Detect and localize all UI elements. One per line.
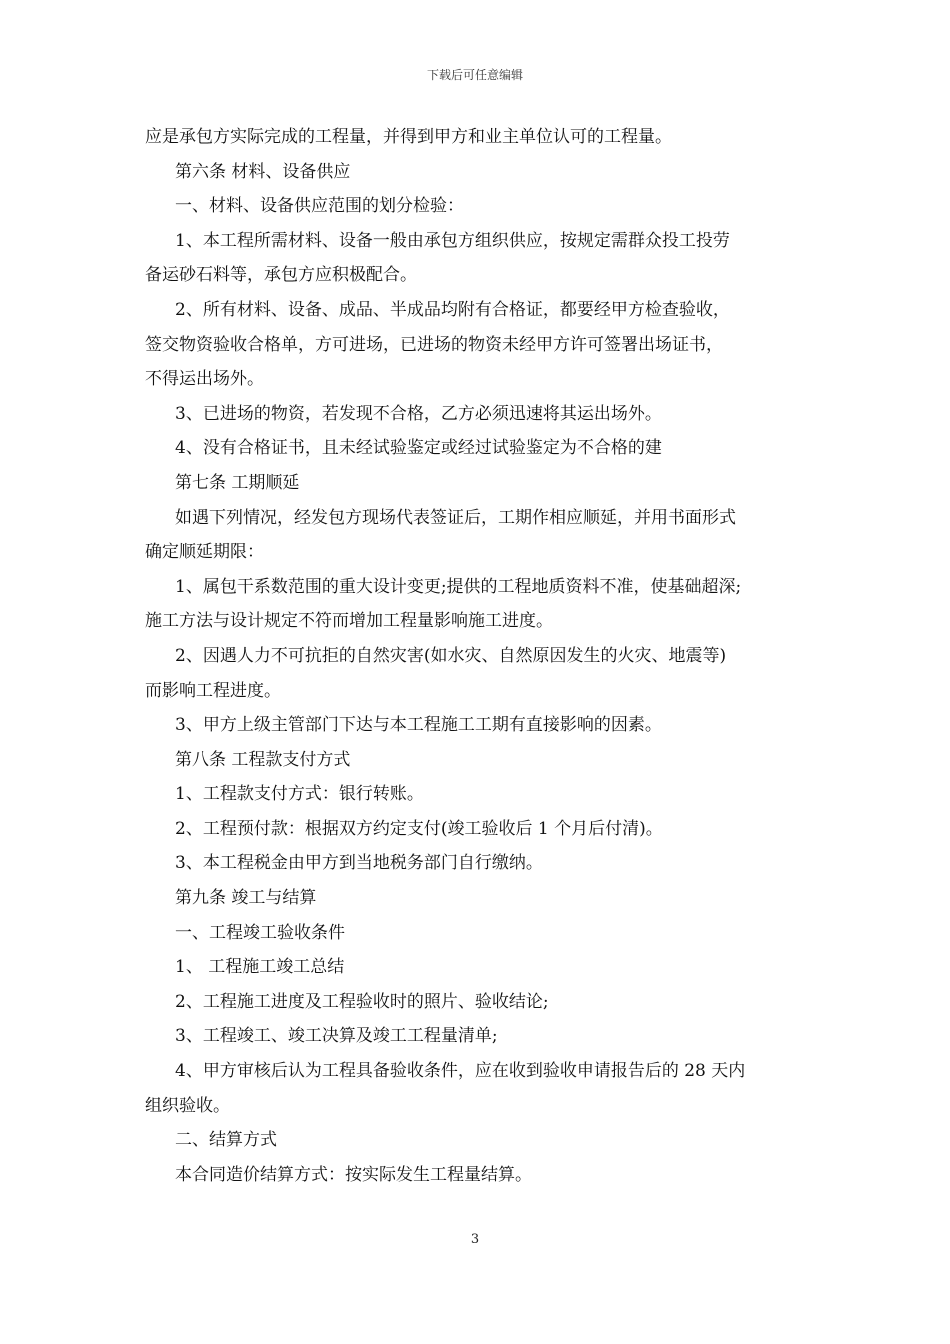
paragraph-line: 1、本工程所需材料、设备一般由承包方组织供应，按规定需群众投工投劳 (175, 230, 730, 251)
paragraph-line: 3、本工程税金由甲方到当地税务部门自行缴纳。 (175, 853, 543, 874)
paragraph-line: 签交物资验收合格单，方可进场，已进场的物资未经甲方许可签署出场证书， (145, 334, 723, 355)
paragraph-line: 2、所有材料、设备、成品、半成品均附有合格证，都要经甲方检查验收， (175, 299, 730, 320)
paragraph-line: 第七条 工期顺延 (175, 472, 300, 493)
paragraph-line: 本合同造价结算方式：按实际发生工程量结算。 (175, 1164, 532, 1185)
paragraph-line: 如遇下列情况，经发包方现场代表签证后，工期作相应顺延，并用书面形式 (175, 507, 736, 528)
paragraph-line: 1、工程款支付方式：银行转账。 (175, 784, 424, 805)
page-header: 下载后可任意编辑 (426, 68, 523, 82)
paragraph-line: 确定顺延期限： (145, 542, 264, 563)
paragraph-line: 3、甲方上级主管部门下达与本工程施工工期有直接影响的因素。 (175, 715, 662, 736)
paragraph-line: 第六条 材料、设备供应 (175, 161, 351, 182)
paragraph-line: 应是承包方实际完成的工程量，并得到甲方和业主单位认可的工程量。 (145, 127, 672, 147)
paragraph-line: 第九条 竣工与结算 (175, 888, 317, 909)
paragraph-line: 一、工程竣工验收条件 (175, 922, 345, 943)
paragraph-line: 4、甲方审核后认为工程具备验收条件，应在收到验收申请报告后的 28 天内 (175, 1061, 746, 1082)
paragraph-line: 不得运出场外。 (145, 369, 264, 390)
page-number: 3 (470, 1232, 480, 1247)
paragraph-line: 2、工程施工进度及工程验收时的照片、验收结论; (175, 991, 549, 1012)
paragraph-line: 4、没有合格证书，且未经试验鉴定或经过试验鉴定为不合格的建 (175, 438, 662, 459)
document-body (145, 120, 809, 1192)
paragraph-line: 3、已进场的物资，若发现不合格，乙方必须迅速将其运出场外。 (175, 403, 662, 424)
paragraph-line: 而影响工程进度。 (145, 680, 281, 701)
paragraph-line: 3、工程竣工、竣工决算及竣工工程量清单; (175, 1026, 498, 1047)
paragraph-line: 组织验收。 (145, 1095, 230, 1116)
paragraph-line: 备运砂石料等，承包方应积极配合。 (145, 265, 417, 286)
paragraph-line: 施工方法与设计规定不符而增加工程量影响施工进度。 (145, 611, 553, 632)
paragraph-line: 1、属包干系数范围的重大设计变更;提供的工程地质资料不准，使基础超深; (175, 576, 742, 597)
paragraph-line: 二、结算方式 (175, 1130, 277, 1151)
paragraph-line: 1、 工程施工竣工总结 (175, 957, 345, 978)
paragraph-line: 第八条 工程款支付方式 (175, 749, 351, 770)
paragraph-line: 2、工程预付款：根据双方约定支付(竣工验收后 1 个月后付清)。 (175, 818, 663, 839)
paragraph-line: 2、因遇人力不可抗拒的自然灾害(如水灾、自然原因发生的火灾、地震等) (175, 645, 727, 666)
paragraph-line: 一、材料、设备供应范围的划分检验： (175, 196, 464, 217)
